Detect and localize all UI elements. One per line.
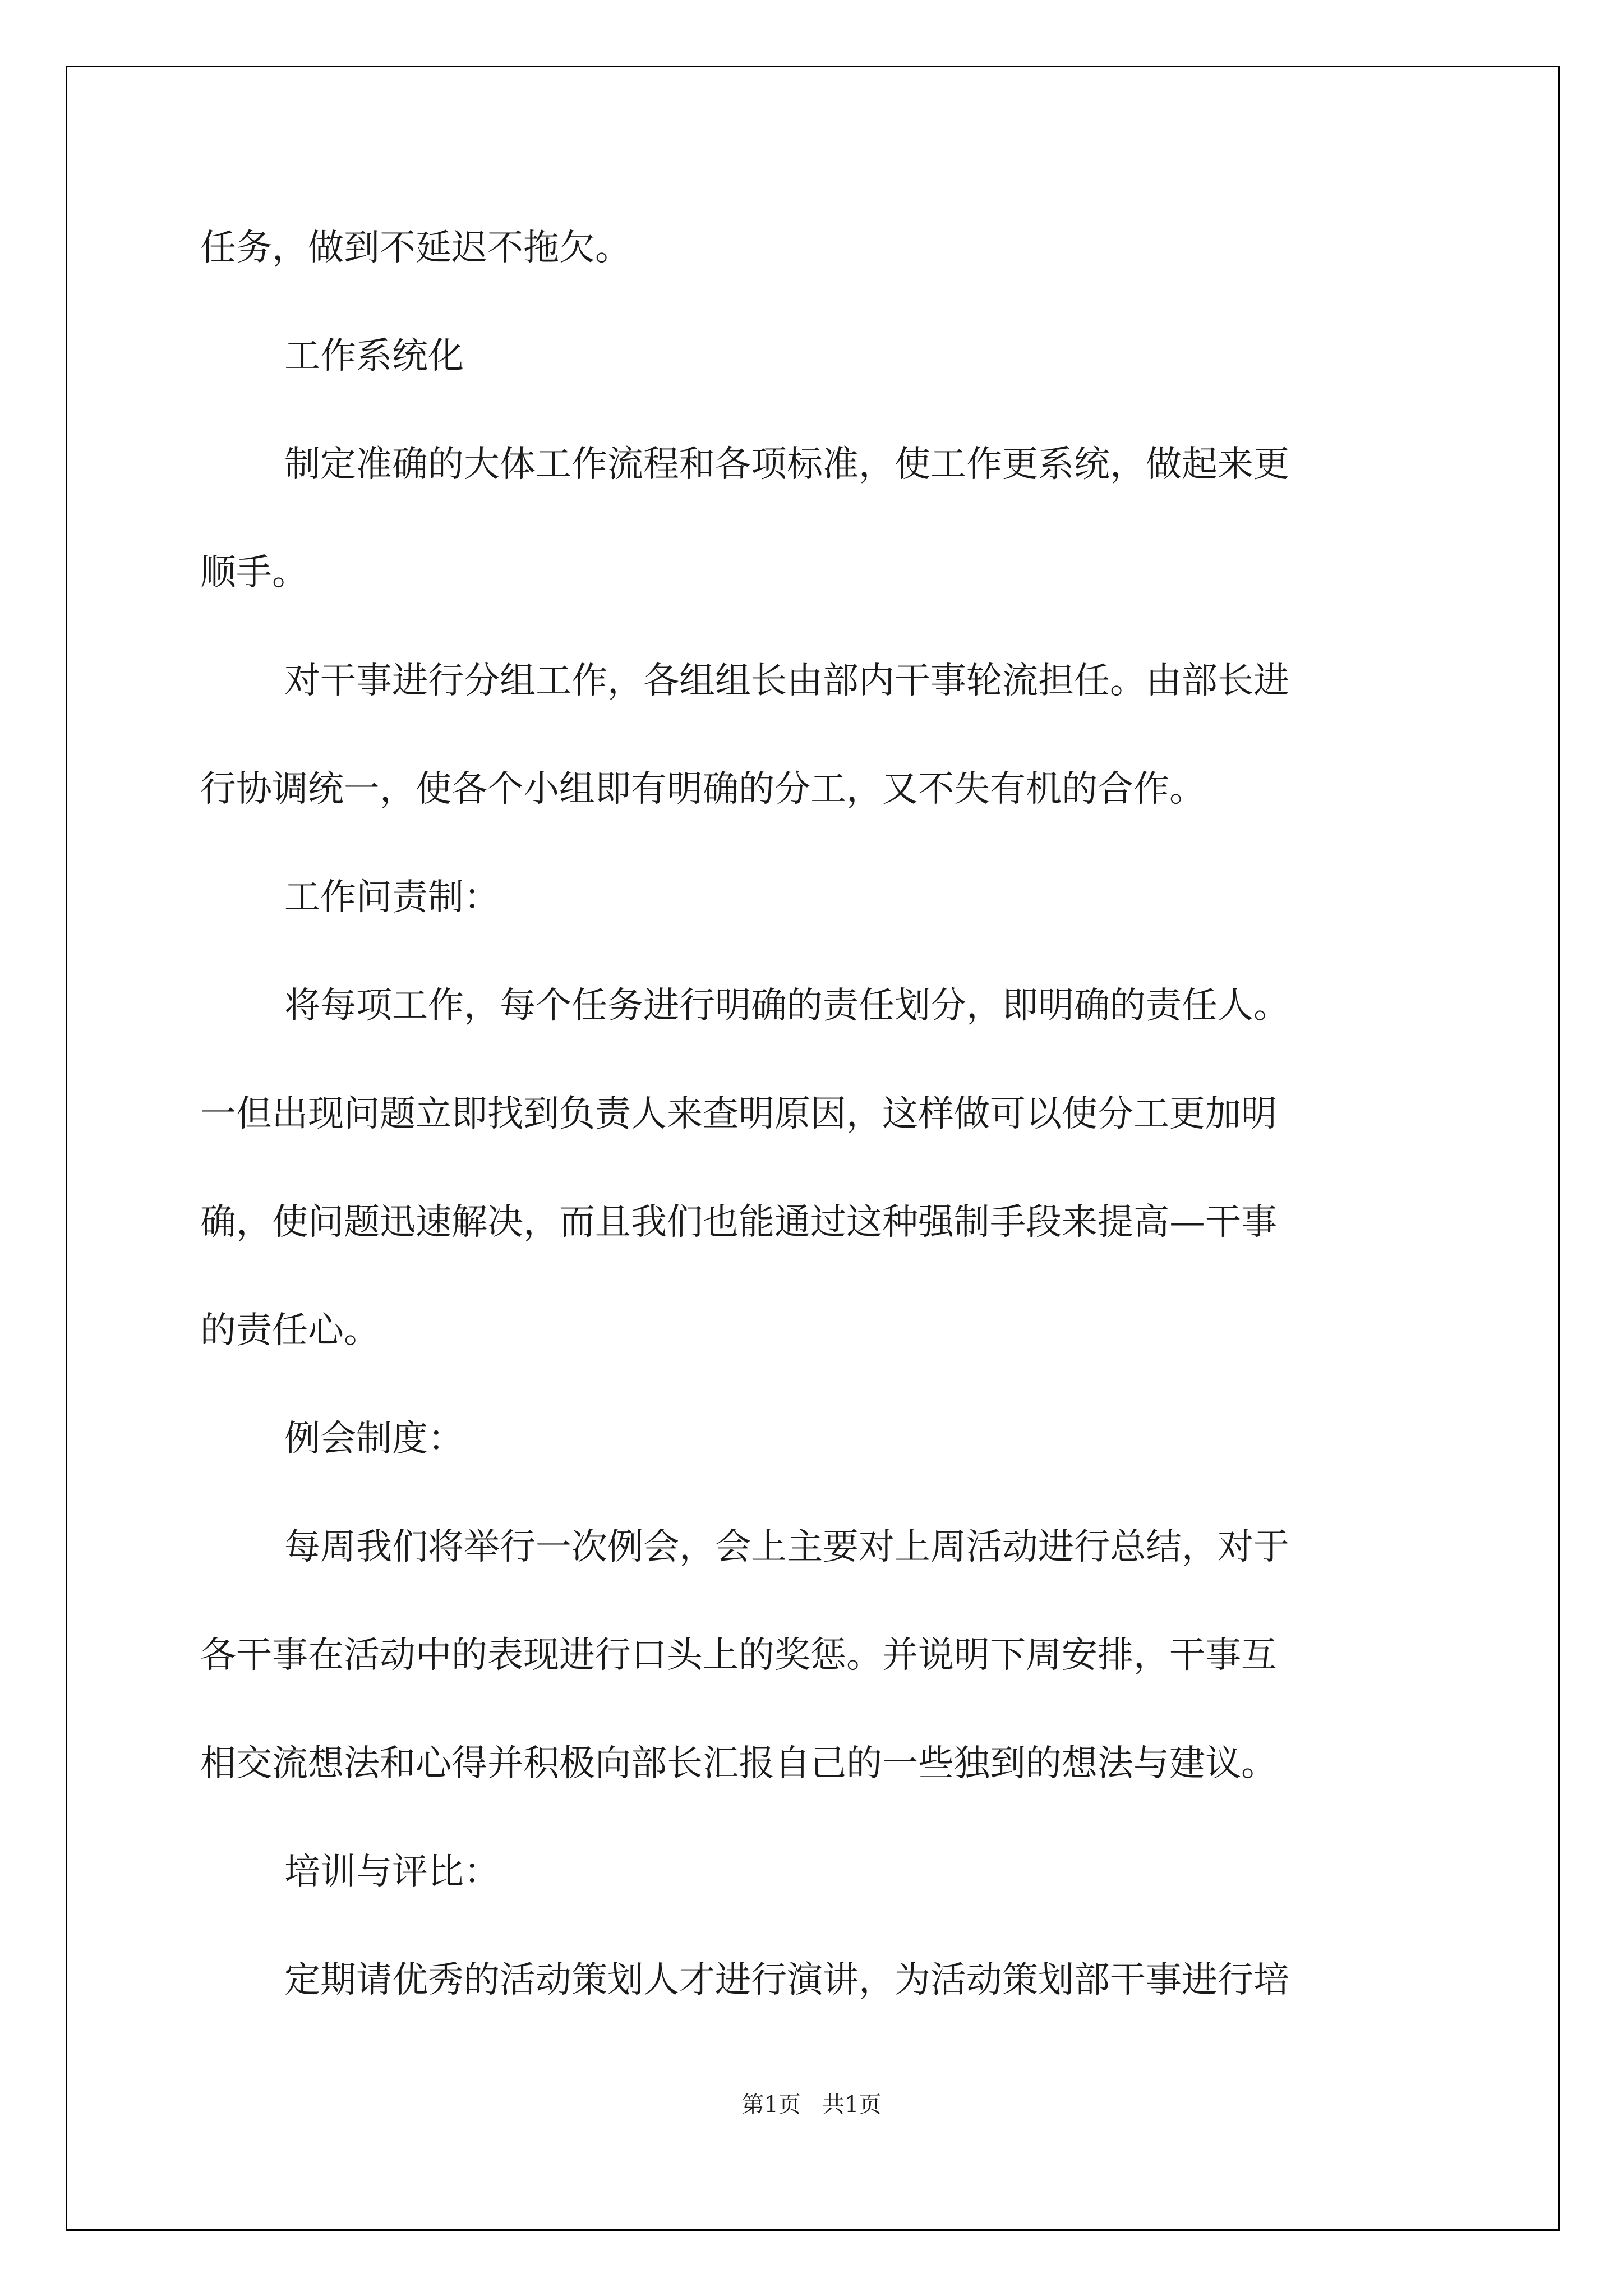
- page-footer: 第1页 共1页: [741, 2092, 882, 2118]
- paragraph-line: 相交流想法和心得并积极向部长汇报自己的一些独到的想法与建议。: [200, 1743, 1277, 1784]
- paragraph-line: 的责任心。: [200, 1310, 380, 1351]
- heading-regular-meeting: 例会制度：: [284, 1418, 464, 1460]
- paragraph-line-continuation: 任务，做到不延迟不拖欠。: [200, 227, 631, 269]
- heading-work-systematization: 工作系统化: [284, 335, 464, 377]
- page-border: [66, 66, 1560, 2231]
- heading-accountability: 工作问责制：: [284, 877, 500, 918]
- paragraph-line: 确，使问题迅速解决，而且我们也能通过这种强制手段来提高—干事: [200, 1202, 1277, 1243]
- paragraph-line: 定期请优秀的活动策划人才进行演讲，为活动策划部干事进行培: [284, 1959, 1289, 2001]
- paragraph-line: 各干事在活动中的表现进行口头上的奖惩。并说明下周安排，干事互: [200, 1635, 1277, 1676]
- paragraph-line: 一但出现问题立即找到负责人来查明原因，这样做可以使分工更加明: [200, 1093, 1277, 1135]
- paragraph-line: 对干事进行分组工作，各组组长由部内干事轮流担任。由部长进: [284, 660, 1289, 702]
- paragraph-line: 制定准确的大体工作流程和各项标准，使工作更系统，做起来更: [284, 444, 1289, 485]
- paragraph-line: 行协调统一，使各个小组即有明确的分工，又不失有机的合作。: [200, 769, 1205, 810]
- heading-training-evaluation: 培训与评比：: [284, 1851, 500, 1893]
- paragraph-line: 顺手。: [200, 552, 308, 593]
- paragraph-line: 将每项工作，每个任务进行明确的责任划分，即明确的责任人。: [284, 985, 1289, 1027]
- paragraph-line: 每周我们将举行一次例会，会上主要对上周活动进行总结，对于: [284, 1526, 1289, 1568]
